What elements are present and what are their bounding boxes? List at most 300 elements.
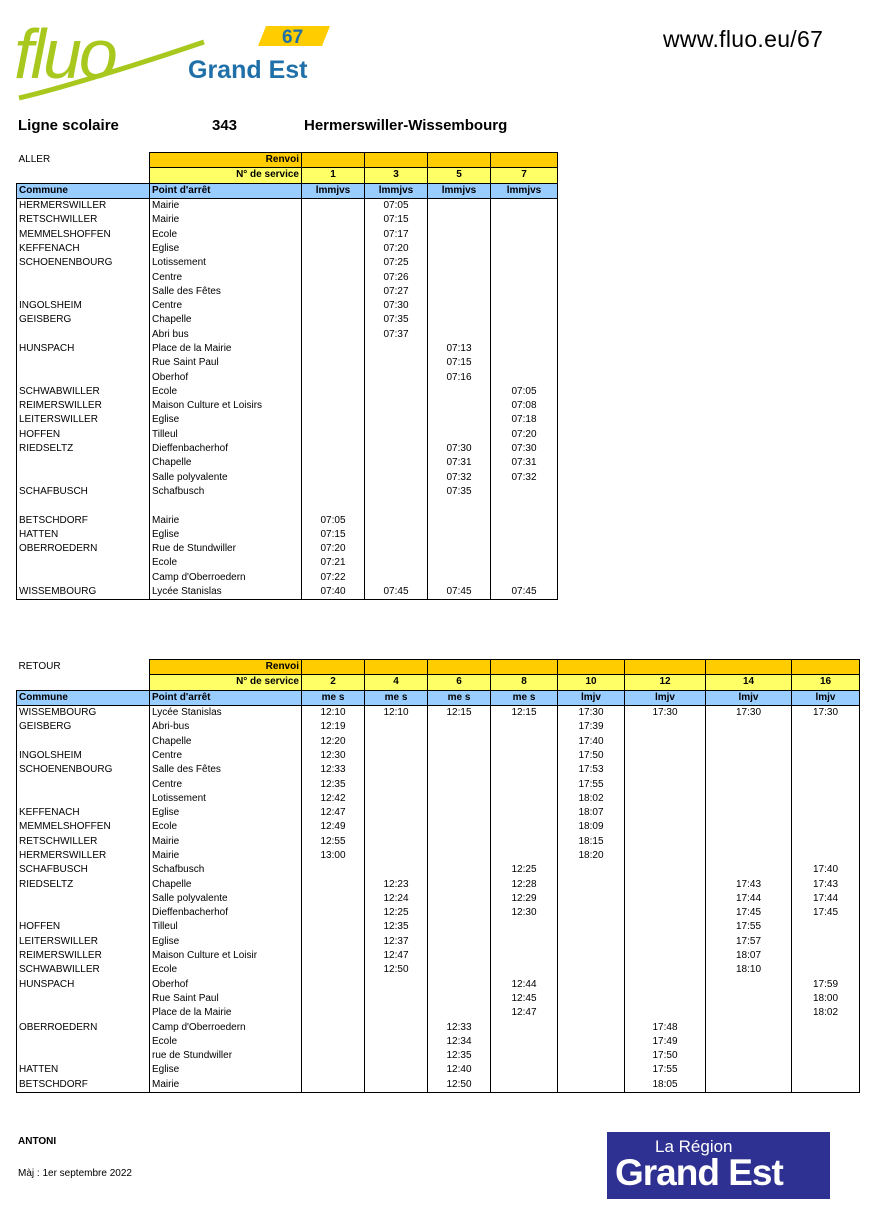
time-cell <box>302 370 365 384</box>
time-cell: 18:05 <box>625 1078 706 1093</box>
table-row <box>17 285 558 299</box>
time-cell <box>365 571 428 585</box>
renvoi-cell <box>302 153 365 168</box>
time-cell <box>491 198 558 213</box>
time-cell: 12:25 <box>491 863 558 877</box>
stop-cell: Salle polyvalente <box>150 892 302 906</box>
time-cell <box>302 471 365 485</box>
time-cell: 12:40 <box>428 1063 491 1077</box>
time-cell <box>558 906 625 920</box>
stop-cell: Place de la Mairie <box>150 342 302 356</box>
commune-cell: SCHAFBUSCH <box>17 485 150 499</box>
renvoi-cell <box>792 660 860 675</box>
time-cell: 07:20 <box>365 242 428 256</box>
table-row <box>17 399 558 413</box>
commune-cell: KEFFENACH <box>17 242 150 256</box>
service-days: me s <box>365 690 428 705</box>
time-cell <box>365 528 428 542</box>
time-cell: 07:31 <box>491 456 558 470</box>
time-cell <box>365 1063 428 1077</box>
table-row <box>17 585 558 600</box>
time-cell <box>365 792 428 806</box>
time-cell <box>302 485 365 499</box>
time-cell: 12:15 <box>491 705 558 720</box>
time-cell <box>625 992 706 1006</box>
time-cell <box>491 1049 558 1063</box>
time-cell <box>792 935 860 949</box>
stop-cell: Mairie <box>150 513 302 527</box>
table-row <box>17 820 860 834</box>
time-cell <box>428 328 491 342</box>
time-cell <box>792 1035 860 1049</box>
time-cell: 17:59 <box>792 978 860 992</box>
commune-cell: RETSCHWILLER <box>17 213 150 227</box>
commune-cell: BETSCHDORF <box>17 513 150 527</box>
commune-cell <box>17 556 150 570</box>
time-cell <box>365 777 428 791</box>
time-cell <box>491 1035 558 1049</box>
stop-cell: Schafbusch <box>150 485 302 499</box>
time-cell <box>625 920 706 934</box>
time-cell <box>558 935 625 949</box>
time-cell: 12:47 <box>302 806 365 820</box>
time-cell: 07:35 <box>428 485 491 499</box>
time-cell: 17:50 <box>558 749 625 763</box>
table-row <box>17 299 558 313</box>
time-cell <box>491 920 558 934</box>
time-cell <box>792 749 860 763</box>
time-cell <box>302 1049 365 1063</box>
time-cell <box>365 763 428 777</box>
time-cell <box>625 906 706 920</box>
table-row <box>17 777 860 791</box>
service-number: 16 <box>792 675 860 690</box>
table-row <box>17 892 860 906</box>
time-cell <box>625 792 706 806</box>
time-cell: 12:24 <box>365 892 428 906</box>
table-row <box>17 863 860 877</box>
commune-cell: MEMMELSHOFFEN <box>17 820 150 834</box>
col-arret: Point d'arrêt <box>150 690 302 705</box>
commune-cell <box>17 270 150 284</box>
commune-cell: HOFFEN <box>17 920 150 934</box>
time-cell: 12:49 <box>302 820 365 834</box>
time-cell: 17:55 <box>625 1063 706 1077</box>
time-cell: 07:22 <box>302 571 365 585</box>
time-cell <box>365 849 428 863</box>
table-row <box>17 920 860 934</box>
table-row <box>17 835 860 849</box>
commune-cell: HATTEN <box>17 1063 150 1077</box>
time-cell: 17:55 <box>558 777 625 791</box>
commune-cell: GEISBERG <box>17 720 150 734</box>
table-row <box>17 528 558 542</box>
time-cell: 07:45 <box>365 585 428 600</box>
time-cell: 12:30 <box>302 749 365 763</box>
commune-cell <box>17 734 150 748</box>
stop-cell: Rue Saint Paul <box>150 992 302 1006</box>
table-row <box>17 542 558 556</box>
commune-cell: BETSCHDORF <box>17 1078 150 1093</box>
time-cell <box>428 1006 491 1020</box>
time-cell <box>365 820 428 834</box>
renvoi-row <box>17 660 860 675</box>
time-cell: 12:23 <box>365 877 428 891</box>
stop-cell: Centre <box>150 749 302 763</box>
service-number: 10 <box>558 675 625 690</box>
time-cell <box>365 556 428 570</box>
table-row <box>17 499 558 513</box>
commune-cell: HUNSPACH <box>17 342 150 356</box>
table-row <box>17 213 558 227</box>
time-cell <box>428 720 491 734</box>
stop-cell: Mairie <box>150 198 302 213</box>
time-cell <box>491 342 558 356</box>
logo-badge-text: 67 <box>282 27 304 48</box>
time-cell <box>365 1049 428 1063</box>
time-cell <box>491 285 558 299</box>
time-cell: 07:05 <box>491 385 558 399</box>
time-cell <box>302 456 365 470</box>
stop-cell: Place de la Mairie <box>150 1006 302 1020</box>
time-cell: 07:27 <box>365 285 428 299</box>
retour-timetable <box>16 659 860 1093</box>
time-cell <box>365 499 428 513</box>
time-cell <box>491 949 558 963</box>
renvoi-cell <box>706 660 792 675</box>
time-cell: 07:25 <box>365 256 428 270</box>
stop-cell: Maison Culture et Loisir <box>150 949 302 963</box>
renvoi-row <box>17 153 558 168</box>
time-cell: 07:20 <box>491 428 558 442</box>
commune-cell: LEITERSWILLER <box>17 413 150 427</box>
renvoi-label: Renvoi <box>150 660 302 675</box>
table-row <box>17 571 558 585</box>
time-cell: 17:44 <box>792 892 860 906</box>
service-days: lmmjvs <box>302 183 365 198</box>
time-cell: 07:30 <box>491 442 558 456</box>
time-cell <box>302 978 365 992</box>
website-url[interactable]: www.fluo.eu/67 <box>663 26 824 52</box>
table-row <box>17 328 558 342</box>
time-cell: 18:07 <box>706 949 792 963</box>
time-cell <box>491 571 558 585</box>
time-cell <box>625 720 706 734</box>
stop-cell: Chapelle <box>150 734 302 748</box>
table-row <box>17 720 860 734</box>
commune-cell <box>17 499 150 513</box>
stop-cell: Mairie <box>150 213 302 227</box>
time-cell: 17:57 <box>706 935 792 949</box>
stop-cell: Lotissement <box>150 792 302 806</box>
time-cell: 07:26 <box>365 270 428 284</box>
time-cell: 17:50 <box>625 1049 706 1063</box>
table-row <box>17 370 558 384</box>
time-cell <box>792 1020 860 1034</box>
time-cell <box>428 227 491 241</box>
time-cell: 17:43 <box>706 877 792 891</box>
time-cell <box>302 499 365 513</box>
time-cell: 07:08 <box>491 399 558 413</box>
time-cell <box>428 877 491 891</box>
time-cell <box>792 1049 860 1063</box>
time-cell <box>706 835 792 849</box>
table-row <box>17 342 558 356</box>
time-cell: 07:32 <box>428 471 491 485</box>
time-cell: 12:19 <box>302 720 365 734</box>
time-cell <box>302 213 365 227</box>
service-number-row <box>17 675 860 690</box>
time-cell: 12:10 <box>365 705 428 720</box>
time-cell: 07:17 <box>365 227 428 241</box>
time-cell <box>428 963 491 977</box>
time-cell <box>558 863 625 877</box>
time-cell <box>625 949 706 963</box>
commune-cell: INGOLSHEIM <box>17 749 150 763</box>
commune-cell: WISSEMBOURG <box>17 585 150 600</box>
table-row <box>17 456 558 470</box>
stop-cell: Ecole <box>150 227 302 241</box>
time-cell: 12:50 <box>365 963 428 977</box>
time-cell <box>302 299 365 313</box>
table-row <box>17 792 860 806</box>
commune-cell <box>17 370 150 384</box>
time-cell <box>302 1006 365 1020</box>
time-cell <box>428 734 491 748</box>
time-cell: 07:21 <box>302 556 365 570</box>
commune-cell: KEFFENACH <box>17 806 150 820</box>
table-row <box>17 935 860 949</box>
stop-cell: Eglise <box>150 413 302 427</box>
table-row <box>17 198 558 213</box>
service-label: N° de service <box>150 168 302 183</box>
col-commune: Commune <box>17 183 150 198</box>
stop-cell: Abri-bus <box>150 720 302 734</box>
table-row <box>17 963 860 977</box>
service-number: 6 <box>428 675 491 690</box>
time-cell <box>625 978 706 992</box>
stop-cell: rue de Stundwiller <box>150 1049 302 1063</box>
time-cell: 18:09 <box>558 820 625 834</box>
time-cell <box>302 227 365 241</box>
time-cell <box>792 763 860 777</box>
table-row <box>17 806 860 820</box>
table-row <box>17 442 558 456</box>
time-cell: 17:48 <box>625 1020 706 1034</box>
table-row <box>17 513 558 527</box>
time-cell <box>302 877 365 891</box>
time-cell <box>365 413 428 427</box>
time-cell <box>302 399 365 413</box>
time-cell <box>491 213 558 227</box>
table-row <box>17 749 860 763</box>
line-type: Ligne scolaire <box>18 117 119 134</box>
time-cell <box>302 198 365 213</box>
time-cell <box>428 906 491 920</box>
stop-cell: Ecole <box>150 963 302 977</box>
time-cell <box>558 1020 625 1034</box>
service-number: 4 <box>365 675 428 690</box>
time-cell <box>428 513 491 527</box>
commune-cell <box>17 792 150 806</box>
time-cell <box>706 992 792 1006</box>
time-cell <box>625 877 706 891</box>
time-cell <box>302 1078 365 1093</box>
time-cell <box>365 1006 428 1020</box>
table-row <box>17 413 558 427</box>
renvoi-label: Renvoi <box>150 153 302 168</box>
time-cell <box>428 528 491 542</box>
time-cell <box>491 720 558 734</box>
stop-cell: Oberhof <box>150 978 302 992</box>
service-days: me s <box>491 690 558 705</box>
time-cell <box>625 863 706 877</box>
time-cell <box>428 499 491 513</box>
time-cell <box>365 734 428 748</box>
renvoi-cell <box>428 153 491 168</box>
time-cell <box>491 806 558 820</box>
time-cell <box>491 299 558 313</box>
time-cell: 07:35 <box>365 313 428 327</box>
commune-cell: HERMERSWILLER <box>17 849 150 863</box>
table-row <box>17 906 860 920</box>
table-row <box>17 1078 860 1093</box>
time-cell <box>706 720 792 734</box>
time-cell <box>491 499 558 513</box>
commune-cell: SCHOENENBOURG <box>17 256 150 270</box>
blank-cell <box>17 675 150 690</box>
stop-cell: Oberhof <box>150 370 302 384</box>
time-cell <box>491 777 558 791</box>
service-days: me s <box>302 690 365 705</box>
time-cell <box>365 370 428 384</box>
time-cell: 07:30 <box>428 442 491 456</box>
renvoi-cell <box>558 660 625 675</box>
time-cell <box>302 385 365 399</box>
time-cell <box>558 892 625 906</box>
table-row <box>17 992 860 1006</box>
time-cell <box>491 256 558 270</box>
time-cell <box>428 242 491 256</box>
commune-cell: SCHAFBUSCH <box>17 863 150 877</box>
time-cell <box>302 413 365 427</box>
stop-cell: Tilleul <box>150 428 302 442</box>
time-cell <box>302 906 365 920</box>
time-cell <box>491 1020 558 1034</box>
time-cell: 18:02 <box>558 792 625 806</box>
commune-cell: RIEDSELTZ <box>17 442 150 456</box>
time-cell <box>302 442 365 456</box>
stop-cell: Lycée Stanislas <box>150 705 302 720</box>
service-number: 7 <box>491 168 558 183</box>
time-cell <box>428 978 491 992</box>
service-days: lmjv <box>625 690 706 705</box>
service-number: 1 <box>302 168 365 183</box>
time-cell <box>365 978 428 992</box>
time-cell <box>491 370 558 384</box>
time-cell <box>365 385 428 399</box>
time-cell <box>792 777 860 791</box>
time-cell: 12:20 <box>302 734 365 748</box>
time-cell: 12:35 <box>365 920 428 934</box>
table-row <box>17 763 860 777</box>
stop-cell: Abri bus <box>150 328 302 342</box>
stop-cell: Centre <box>150 299 302 313</box>
time-cell <box>558 978 625 992</box>
time-cell <box>491 1063 558 1077</box>
section-label: RETOUR <box>18 661 61 673</box>
time-cell <box>428 299 491 313</box>
time-cell <box>706 849 792 863</box>
region-grand-est-logo <box>607 1132 830 1199</box>
table-row <box>17 1063 860 1077</box>
time-cell <box>365 992 428 1006</box>
time-cell <box>706 1006 792 1020</box>
time-cell <box>706 863 792 877</box>
time-cell <box>558 963 625 977</box>
time-cell <box>428 992 491 1006</box>
commune-cell <box>17 456 150 470</box>
time-cell: 07:45 <box>491 585 558 600</box>
time-cell <box>792 835 860 849</box>
stop-cell: Mairie <box>150 1078 302 1093</box>
time-cell: 07:05 <box>365 198 428 213</box>
time-cell <box>706 1049 792 1063</box>
time-cell: 18:02 <box>792 1006 860 1020</box>
time-cell <box>491 328 558 342</box>
time-cell <box>428 385 491 399</box>
time-cell <box>428 892 491 906</box>
time-cell <box>365 485 428 499</box>
stop-cell: Schafbusch <box>150 863 302 877</box>
time-cell <box>625 935 706 949</box>
stop-cell: Maison Culture et Loisirs <box>150 399 302 413</box>
time-cell: 17:49 <box>625 1035 706 1049</box>
time-cell: 07:32 <box>491 471 558 485</box>
time-cell <box>428 198 491 213</box>
stop-cell: Rue Saint Paul <box>150 356 302 370</box>
time-cell: 12:28 <box>491 877 558 891</box>
commune-cell: RETSCHWILLER <box>17 835 150 849</box>
time-cell: 17:30 <box>558 705 625 720</box>
table-row <box>17 385 558 399</box>
time-cell <box>428 270 491 284</box>
time-cell <box>706 978 792 992</box>
logo-sub: Grand Est <box>188 56 308 84</box>
time-cell <box>428 256 491 270</box>
time-cell <box>428 835 491 849</box>
time-cell <box>302 256 365 270</box>
time-cell <box>625 749 706 763</box>
time-cell: 07:20 <box>302 542 365 556</box>
blank-cell <box>17 168 150 183</box>
stop-cell: Eglise <box>150 528 302 542</box>
time-cell <box>491 935 558 949</box>
time-cell <box>558 920 625 934</box>
time-cell <box>428 399 491 413</box>
time-cell <box>428 542 491 556</box>
column-header-row <box>17 690 860 705</box>
time-cell <box>491 734 558 748</box>
commune-cell <box>17 571 150 585</box>
time-cell: 18:15 <box>558 835 625 849</box>
time-cell: 07:40 <box>302 585 365 600</box>
time-cell: 12:30 <box>491 906 558 920</box>
renvoi-cell <box>302 660 365 675</box>
stop-cell: Salle des Fêtes <box>150 285 302 299</box>
time-cell <box>625 835 706 849</box>
stop-cell: Lycée Stanislas <box>150 585 302 600</box>
